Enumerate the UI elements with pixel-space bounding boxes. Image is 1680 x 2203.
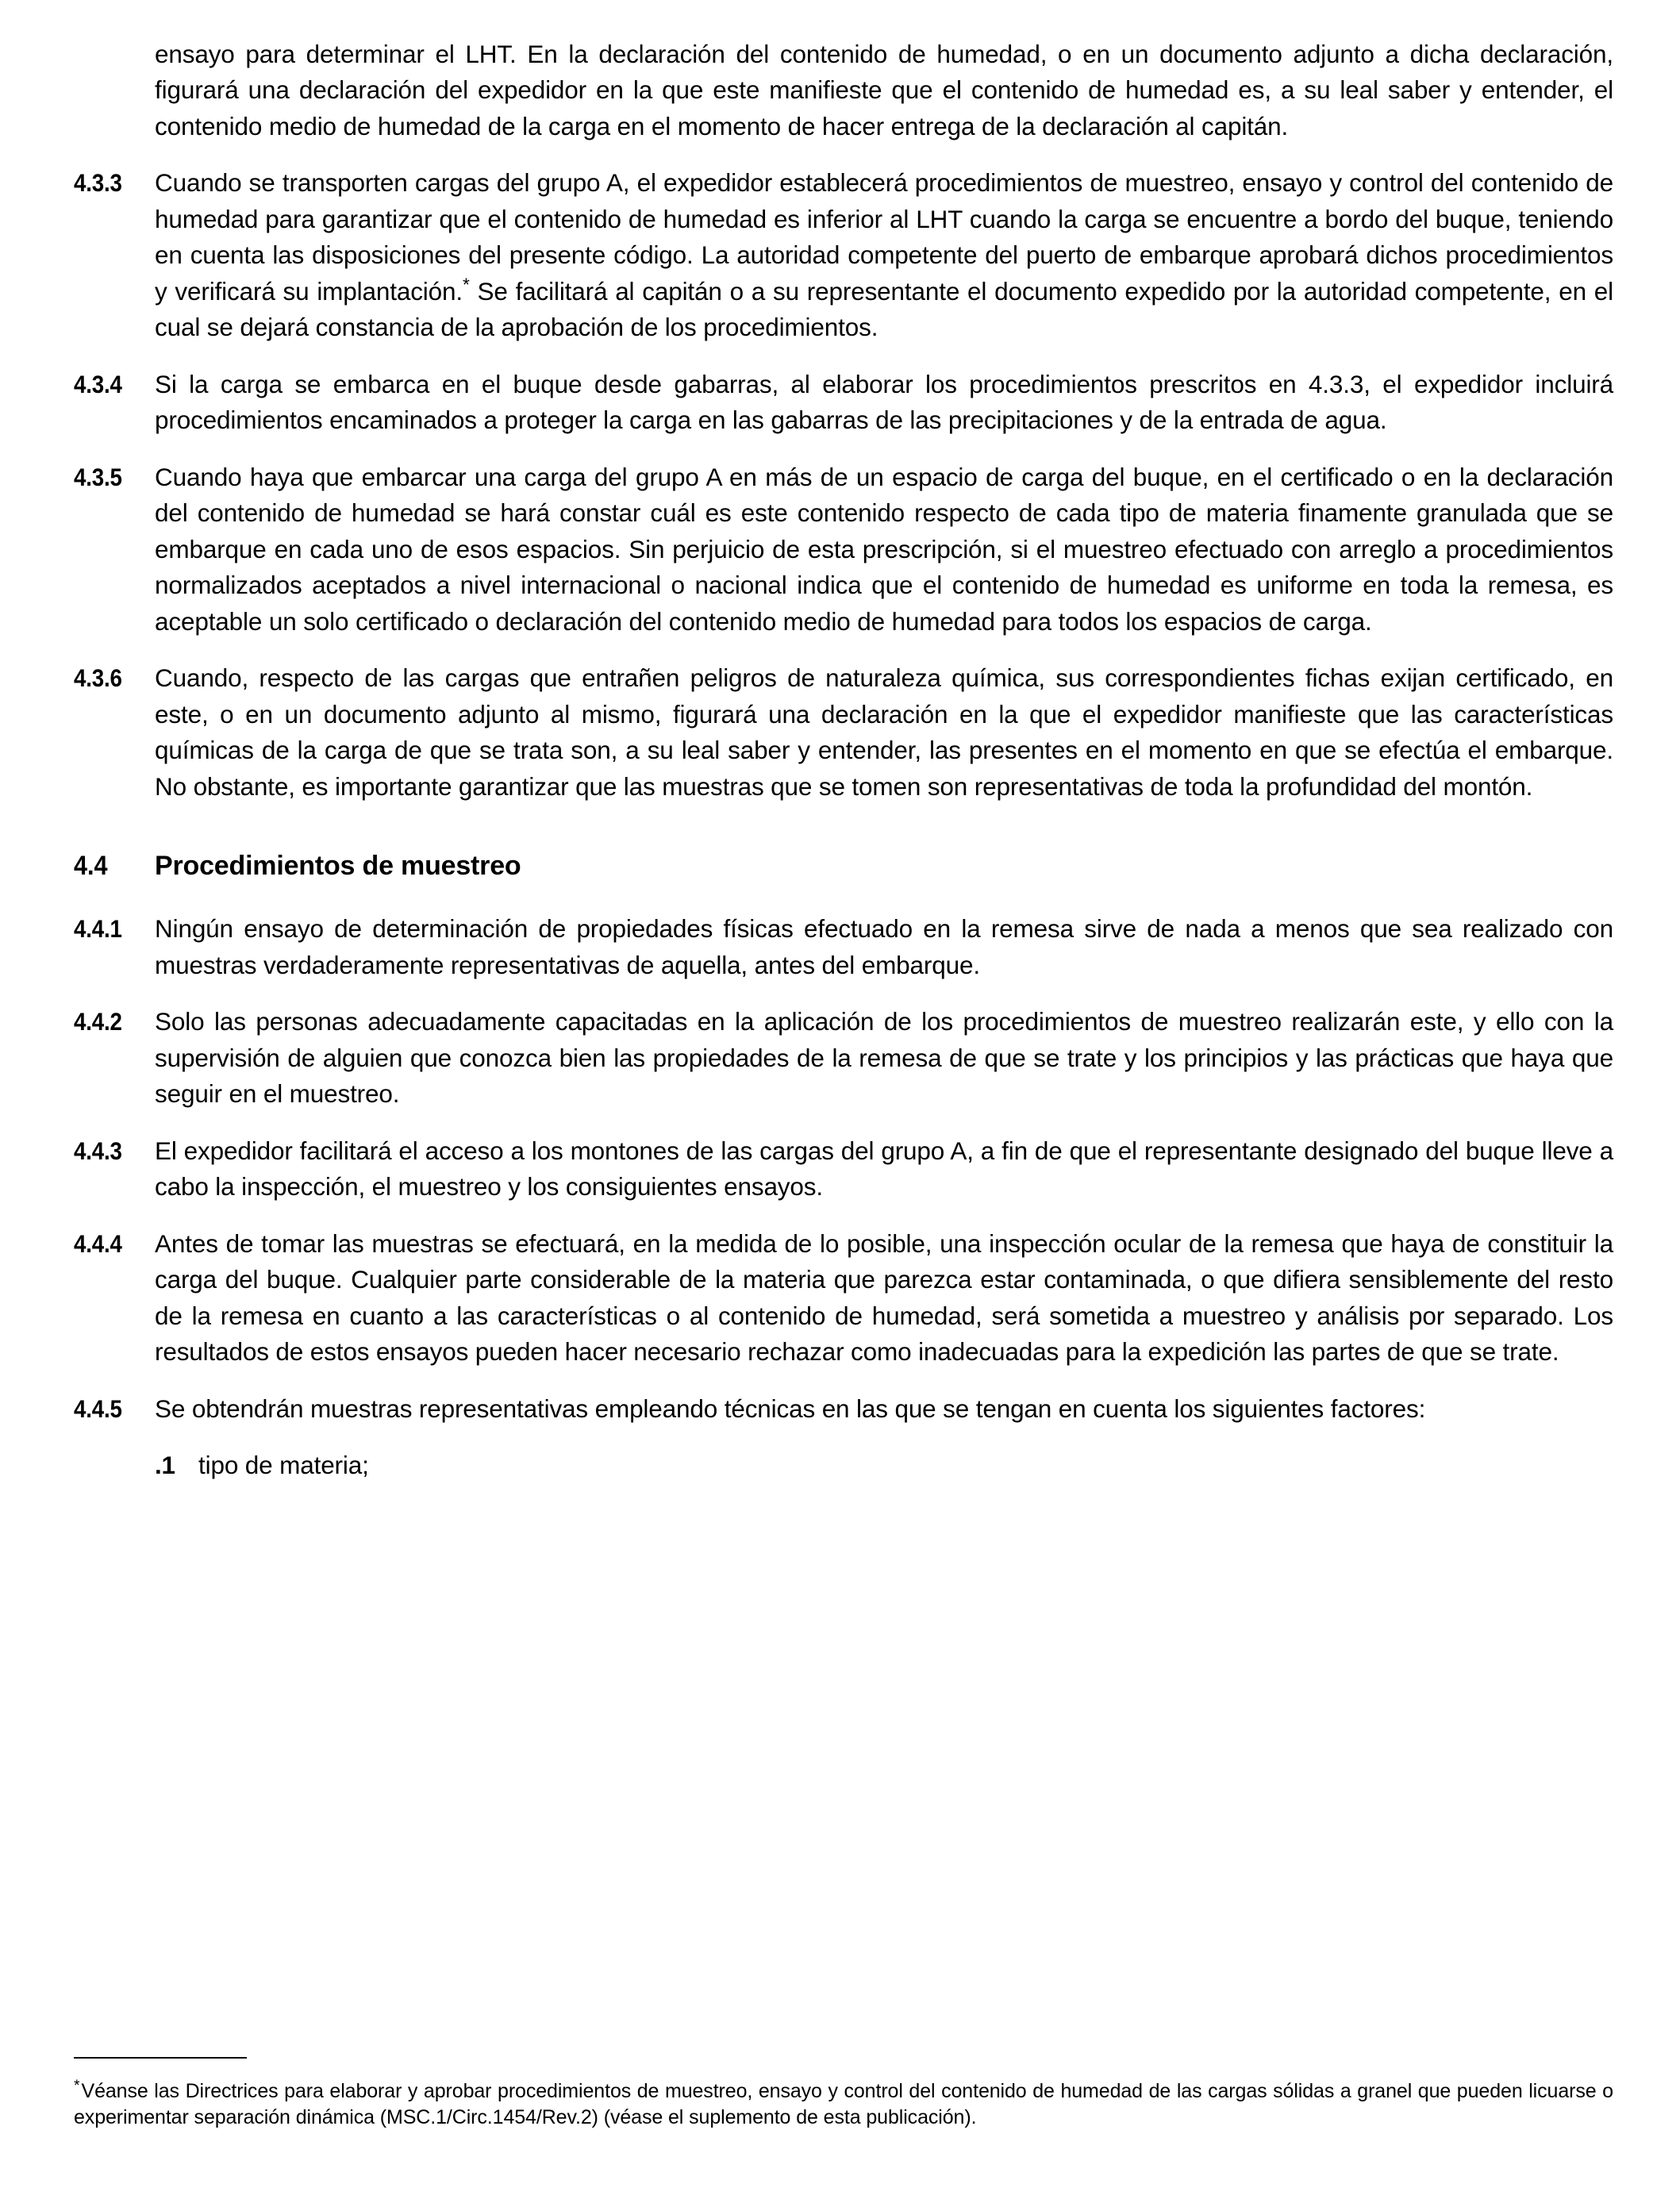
- clause-number: 4.4.1: [74, 914, 122, 943]
- clause-text-part-1: Cuando se transporten cargas del grupo A, el expedidor establecerá procedimientos de muestreo, ensayo y control del contenido de humedad para garantizar que el contenido de humedad es inferior al LHT cuando la carga se encuentre a bordo del buque, teniendo en cuenta las disposiciones del presente código. La autoridad competente del puerto de embarque aprobará dichos procedimientos y verificará su implantación.: [155, 168, 1613, 306]
- footnote-marker: *: [74, 2076, 80, 2094]
- footnote-area: [74, 2057, 1613, 2151]
- clause-number: 4.4.5: [74, 1394, 122, 1423]
- clause-text: Se obtendrán muestras representativas empleando técnicas en las que se tengan en cuenta los siguientes factores:: [155, 1394, 1426, 1423]
- clause-4-4-2: [74, 1004, 1613, 1113]
- clause-4-3-6: [74, 660, 1613, 805]
- section-heading-4-4: [74, 848, 1613, 884]
- clause-4-4-1: [74, 911, 1613, 983]
- clause-text: Solo las personas adecuadamente capacitadas en la aplicación de los procedimientos de muestreo realizarán este, y ello con la supervisión de alguien que conozca bien las propiedades de la remesa de que se trate y los principios y las prácticas que haya que seguir en el muestreo.: [155, 1007, 1613, 1108]
- sublist-item-text: tipo de materia;: [198, 1451, 369, 1479]
- clause-text: Si la carga se embarca en el buque desde gabarras, al elaborar los procedimientos prescritos en 4.3.3, el expedidor incluirá procedimientos encaminados a proteger la carga en las gabarras de las precipitaciones y de la entrada de agua.: [155, 369, 1613, 434]
- clause-4-3-3: [74, 165, 1613, 346]
- section-title: Procedimientos de muestreo: [155, 851, 521, 881]
- footnote: [74, 2078, 1613, 2131]
- footnote-separator-rule: [74, 2057, 247, 2059]
- clause-4-4-4: [74, 1226, 1613, 1371]
- clause-number: 4.4.4: [74, 1228, 122, 1258]
- clause-number: 4.3.5: [74, 462, 122, 491]
- continued-paragraph: ensayo para determinar el LHT. En la declaración del contenido de humedad, o en un documento adjunto a dicha declaración, figurará una declaración del expedidor en la que este manifieste que el contenido de humedad es, a su leal saber y entender, el contenido medio de humedad de la carga en el momento de hacer entrega de la declaración al capitán.: [155, 39, 1613, 140]
- clause-4-4-5: [74, 1391, 1613, 1428]
- clause-text: El expedidor facilitará el acceso a los montones de las cargas del grupo A, a fin de que el representante designado del buque lleve a cabo la inspección, el muestreo y los consiguientes ensayos.: [155, 1136, 1613, 1201]
- page-content: [74, 11, 1613, 1484]
- sublist-item: [155, 1448, 1613, 1484]
- clause-number: 4.3.3: [74, 168, 122, 197]
- section-number: 4.4: [74, 851, 108, 881]
- clause-4-3-5: [74, 459, 1613, 640]
- sublist-item-number: .1: [155, 1451, 175, 1479]
- clause-number: 4.4.3: [74, 1136, 122, 1165]
- clause-4-3-4: [74, 367, 1613, 439]
- clause-text: Cuando, respecto de las cargas que entrañen peligros de naturaleza química, sus correspondientes fichas exijan certificado, en este, o en un documento adjunto al mismo, figurará una declaración en la que el expedidor manifieste que las características químicas de la carga de que se trata son, a su leal saber y entender, las presentes en el momento en que se efectúa el embarque. No obstante, es importante garantizar que las muestras que se tomen son representativas de toda la profundidad del montón.: [155, 663, 1613, 801]
- clause-text: [155, 165, 1613, 346]
- clause-text-part-2: Se facilitará al capitán o a su representante el documento expedido por la autoridad competente, en el cual se dejará constancia de la aprobación de los procedimientos.: [155, 276, 1614, 341]
- footnote-reference-marker[interactable]: *: [463, 274, 470, 294]
- footnote-body: Véanse las Directrices para elaborar y aprobar procedimientos de muestreo, ensayo y control del contenido de humedad de las cargas sólidas a granel que pueden licuarse o experimentar separación dinámica (MSC.1/Circ.1454/Rev.2) (véase el suplemento de esta publicación).: [74, 2080, 1613, 2128]
- clause-text: Ningún ensayo de determinación de propiedades físicas efectuado en la remesa sirve de nada a menos que sea realizado con muestras verdaderamente representativas de aquella, antes del embarque.: [155, 914, 1613, 979]
- clause-text: Antes de tomar las muestras se efectuará, en la medida de lo posible, una inspección ocular de la remesa que haya de constituir la carga del buque. Cualquier parte considerable de la materia que parezca estar contaminada, o que difiera sensiblemente del resto de la remesa en cuanto a las características o al contenido de humedad, será sometida a muestreo y análisis por separado. Los resultados de estos ensayos pueden hacer necesario rechazar como inadecuadas para la expedición las partes de que se trate.: [155, 1228, 1613, 1366]
- clause-number: 4.3.6: [74, 663, 122, 692]
- clause-number: 4.3.4: [74, 369, 122, 398]
- clause-4-4-3: [74, 1133, 1613, 1205]
- clause-number: 4.4.2: [74, 1007, 122, 1036]
- clause-text: Cuando haya que embarcar una carga del grupo A en más de un espacio de carga del buque, en el certificado o en la declaración del contenido de humedad se hará constar cuál es este contenido respecto de cada tipo de materia finamente granulada que se embarque en cada uno de esos espacios. Sin perjuicio de esta prescripción, si el muestreo efectuado con arreglo a procedimientos normalizados aceptados a nivel internacional o nacional indica que el contenido de humedad es uniforme en toda la remesa, es aceptable un solo certificado o declaración del contenido medio de humedad para todos los espacios de carga.: [155, 462, 1613, 636]
- sublist: [155, 1448, 1613, 1484]
